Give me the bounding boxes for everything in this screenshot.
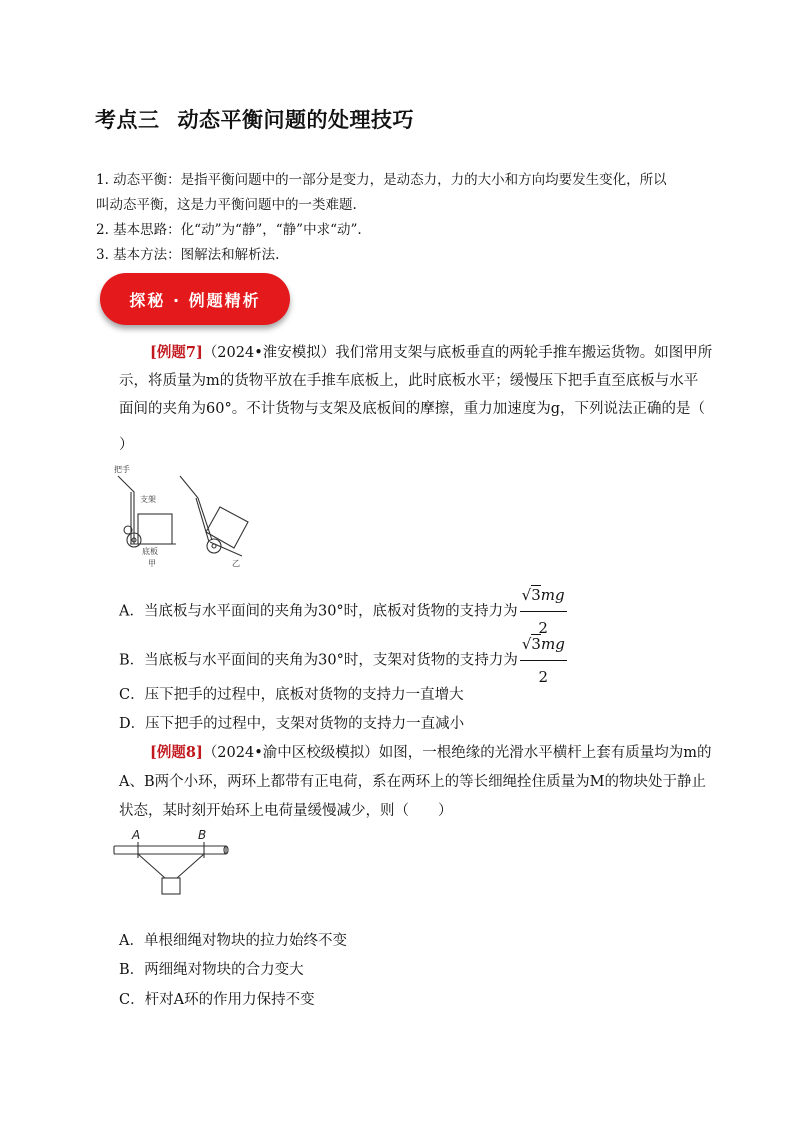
formula-b-den: 2 [538, 668, 549, 686]
formula-b-root: 3 [531, 635, 541, 653]
formula-a-var: mg [540, 586, 565, 604]
example8-option-b: B．两细绳对物块的合力变大 [119, 962, 304, 978]
example8-option-c: C．杆对A环的作用力保持不变 [119, 992, 315, 1008]
section-badge [100, 273, 290, 325]
example8-text-1: （2024•渝中区校级模拟）如图，一根绝缘的光滑水平横杆上套有质量均为m的 [202, 745, 712, 761]
example8-line-2: A、B两个小环，两环上都带有正电荷，系在两环上的等长细绳拴住质量为M的物块处于静止 [119, 774, 706, 790]
intro-line-2: 叫动态平衡，这是力平衡问题中的一类难题. [96, 197, 357, 213]
label-ring-b: B [198, 828, 207, 842]
example7-option-d: D．压下把手的过程中，支架对货物的支持力一直减小 [119, 716, 465, 732]
option-b-formula: $\frac{√3mg}{2}$ [520, 628, 567, 693]
example7-line-2: 示，将质量为m的货物平放在手推车底板上，此时底板水平；缓慢压下把手直至底板与水平 [119, 373, 699, 389]
hanging-block [162, 878, 180, 894]
title-section: 考点三 [95, 108, 160, 132]
formula-a-root: 3 [531, 586, 541, 604]
example8-tag: [例题8] [150, 744, 203, 761]
label-jia: 甲 [148, 559, 156, 568]
formula-b-var: mg [540, 635, 565, 653]
option-b-text: B．当底板与水平面间的夹角为30°时，支架对货物的支持力为 [119, 652, 518, 669]
example8-line-3: 状态，某时刻开始环上电荷量缓慢减少，则（ ） [119, 803, 453, 819]
example7-option-c: C．压下把手的过程中，底板对货物的支持力一直增大 [119, 687, 464, 703]
label-yi: 乙 [232, 559, 240, 568]
example8-line-1 [150, 741, 712, 762]
label-handle: 把手 [114, 465, 130, 474]
example8-option-a: A．单根细绳对物块的拉力始终不变 [119, 933, 347, 949]
page-title [95, 104, 414, 134]
cart2-cargo [206, 507, 248, 548]
option-a-formula: $\frac{√3mg}{2}$ [520, 579, 567, 644]
cart1-cargo [138, 514, 172, 544]
rod-figure [110, 828, 230, 900]
label-stand: 支架 [140, 495, 156, 504]
badge-label: 探秘 · 例题精析 [129, 290, 261, 310]
option-a-text: A．当底板与水平面间的夹角为30°时，底板对货物的支持力为 [119, 603, 518, 620]
example7-line-1 [150, 341, 712, 362]
example7-text-1: （2024•淮安模拟）我们常用支架与底板垂直的两轮手推车搬运货物。如图甲所 [202, 345, 713, 361]
label-ring-a: A [132, 828, 141, 842]
label-base: 底板 [142, 547, 158, 556]
formula-a-den: 2 [538, 619, 548, 637]
string-b [177, 854, 204, 878]
intro-line-1: 1. 动态平衡：是指平衡问题中的一部分是变力，是动态力，力的大小和方向均要发生变化，所以 [96, 172, 667, 188]
intro-line-3: 2. 基本思路：化“动”为“静”，“静”中求“动”. [96, 222, 362, 238]
string-a [138, 854, 165, 878]
cart-figure [112, 462, 272, 574]
example7-tag: [例题7] [150, 344, 203, 361]
title-topic: 动态平衡问题的处理技巧 [177, 108, 414, 132]
example7-line-4: ） [119, 437, 134, 453]
intro-line-4: 3. 基本方法：图解法和解析法. [96, 247, 280, 263]
example7-line-3: 面间的夹角为60°。不计货物与支架及底板间的摩擦，重力加速度为g，下列说法正确的是（ [119, 401, 705, 417]
horizontal-rod [114, 846, 226, 854]
